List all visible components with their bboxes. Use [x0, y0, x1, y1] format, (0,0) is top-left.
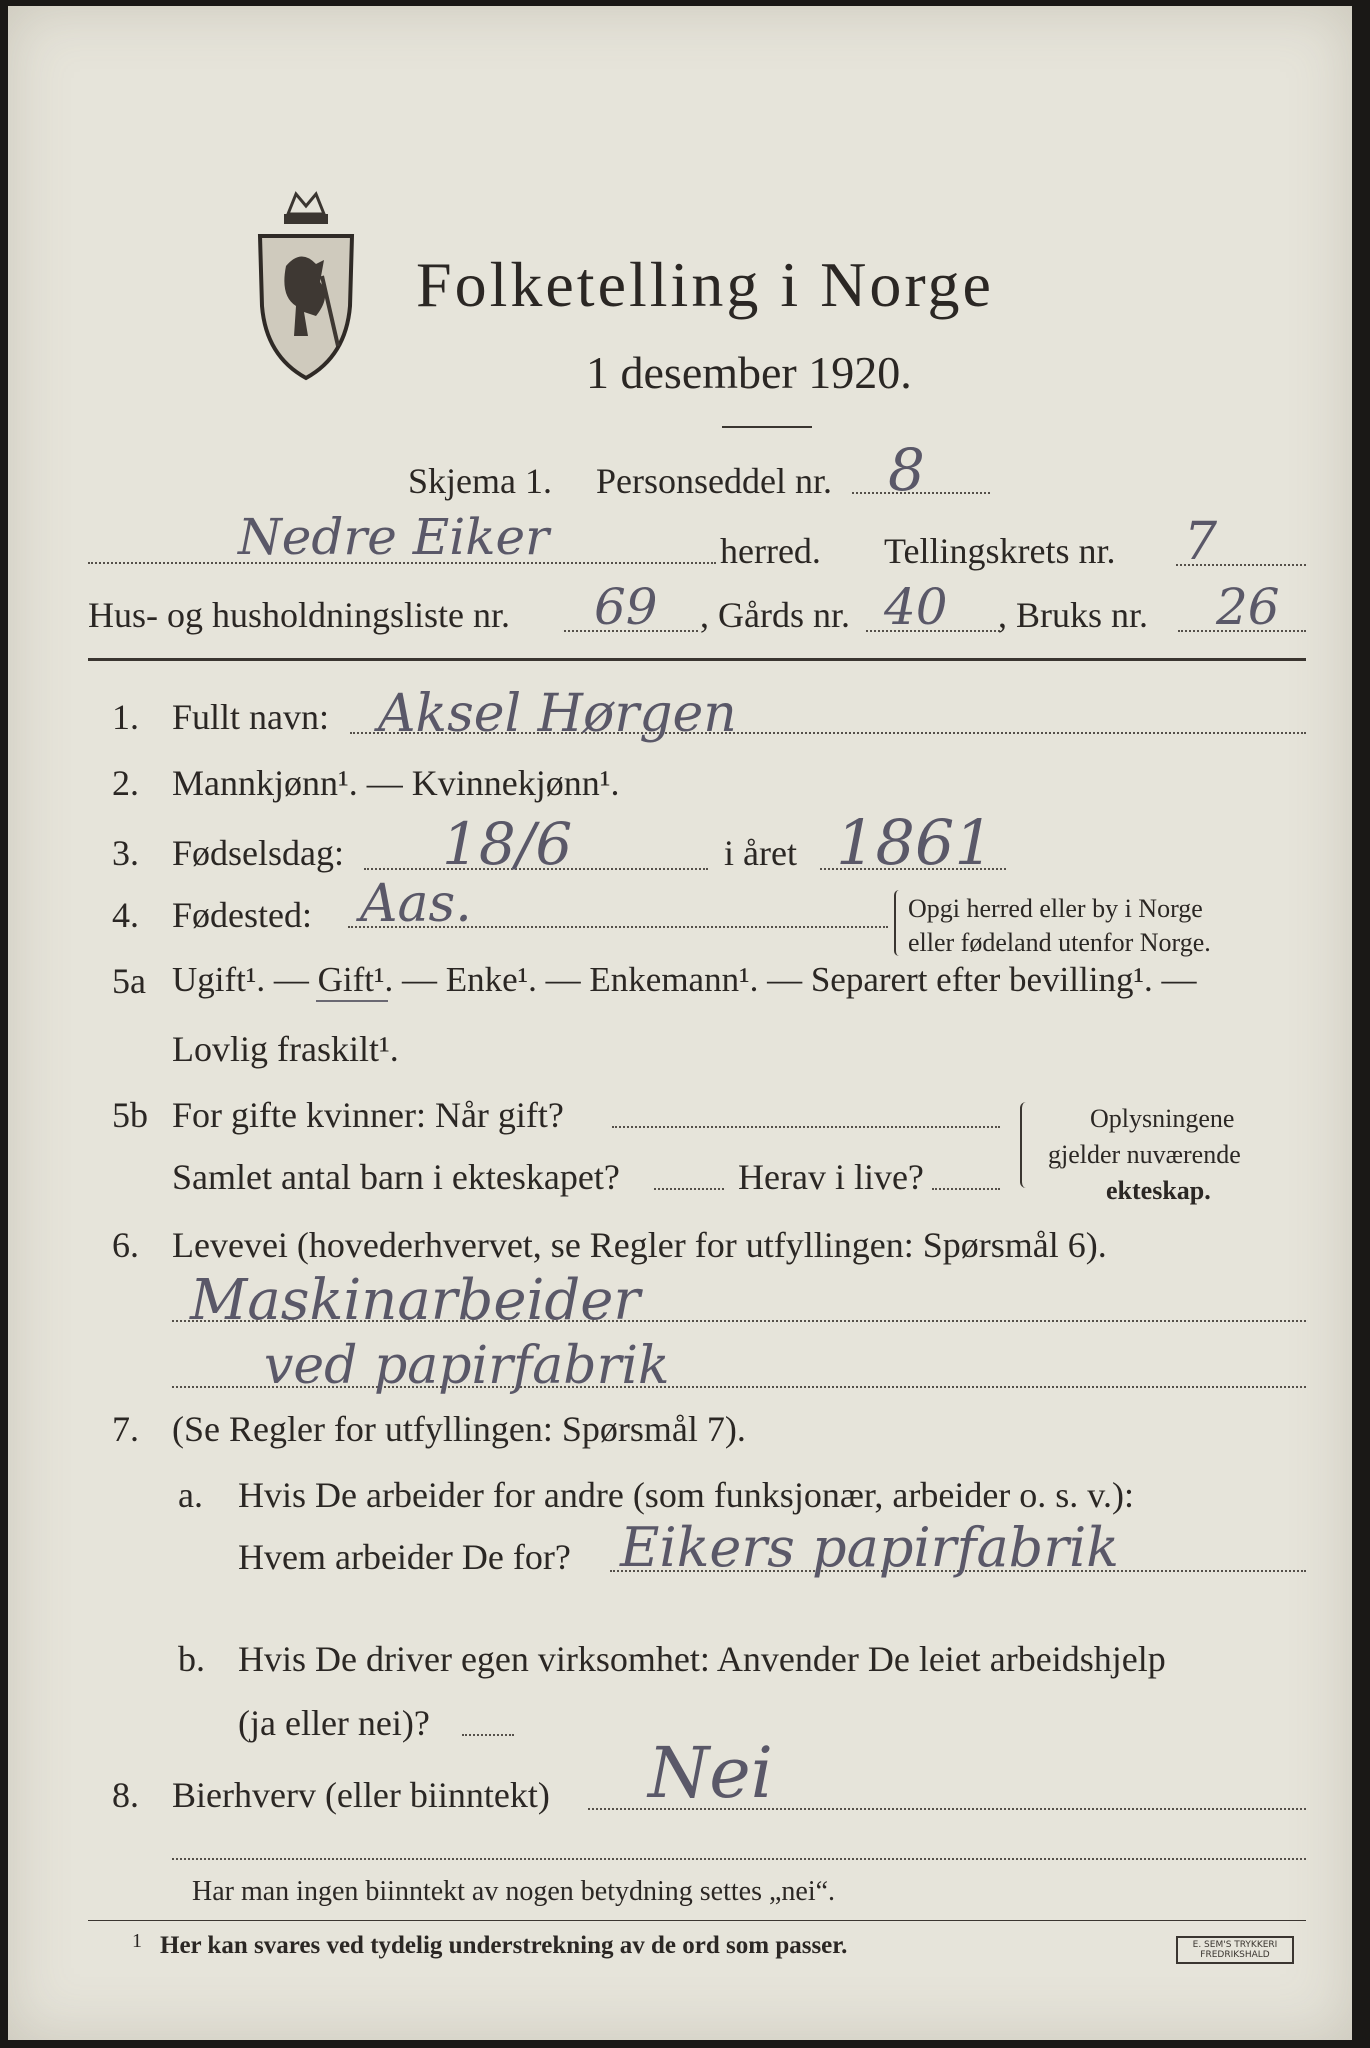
occupation-value-1[interactable]: Maskinarbeider [190, 1268, 641, 1333]
title-divider [722, 426, 812, 428]
q4-note-line-2: eller fødeland utenfor Norge. [908, 928, 1211, 957]
q8-number: 8. [112, 1775, 139, 1815]
q7-number: 7. [112, 1409, 139, 1449]
herred-value[interactable]: Nedre Eiker [238, 508, 550, 566]
q3-number: 3. [112, 833, 139, 873]
q5b-label: For gifte kvinner: Når gift? [172, 1095, 564, 1135]
form-title: Folketelling i Norge [416, 249, 994, 320]
q6-number: 6. [112, 1225, 139, 1265]
q3-label: Fødselsdag: [172, 833, 345, 873]
q7a-label: Hvis De arbeider for andre (som funksjonær, arbeider o. s. v.): [238, 1475, 1134, 1515]
skjema-label: Skjema 1. [408, 461, 552, 501]
q7b-label: Hvis De driver egen virksomhet: Anvender De leiet arbeidshjelp [238, 1639, 1166, 1679]
q6-label: Levevei (hovederhvervet, se Regler for utfyllingen: Spørsmål 6). [172, 1225, 1107, 1265]
gards-label: , Gårds nr. [700, 595, 850, 635]
q1-number: 1. [112, 697, 139, 737]
q7b-letter: b. [178, 1639, 205, 1679]
census-form-page [8, 6, 1352, 2040]
q5b-note-line-1: Oplysningene [1090, 1104, 1235, 1133]
side-income-note: Har man ingen biinntekt av nogen betydning settes „nei“. [192, 1876, 836, 1907]
q5a-marital-options[interactable]: Ugift¹. — Gift¹. — Enke¹. — Enkemann¹. — Separert efter bevilling¹. — [172, 960, 1197, 999]
q7a-letter: a. [178, 1475, 203, 1515]
husliste-value[interactable]: 69 [594, 578, 658, 636]
birth-year-value[interactable]: 1861 [836, 806, 994, 879]
q4-note-line-1: Opgi herred eller by i Norge [908, 894, 1203, 923]
q8-label: Bierhverv (eller biinntekt) [172, 1775, 550, 1815]
q7-label: (Se Regler for utfyllingen: Spørsmål 7). [172, 1409, 746, 1449]
gards-value[interactable]: 40 [884, 578, 948, 636]
q5b-number: 5b [112, 1095, 148, 1135]
gift-underline [316, 1000, 388, 1002]
bruks-value[interactable]: 26 [1216, 578, 1280, 636]
census-date: 1 desember 1920. [586, 347, 912, 398]
q7b-label-2: (ja eller nei)? [238, 1703, 430, 1743]
personseddel-value[interactable]: 8 [888, 436, 925, 504]
bruks-label: , Bruks nr. [998, 595, 1149, 635]
printer-stamp: E. SEM'S TRYKKERI FREDRIKSHALD [1176, 1936, 1294, 1964]
q2-number: 2. [112, 763, 139, 803]
header-divider [88, 658, 1306, 661]
tellingskrets-value[interactable]: 7 [1184, 512, 1218, 572]
occupation-value-2[interactable]: ved papirfabrik [264, 1336, 670, 1396]
footnote-mark: 1 [132, 1930, 142, 1952]
q5b-children-label: Samlet antal barn i ekteskapet? [172, 1157, 620, 1197]
q5a-number: 5a [112, 961, 146, 1001]
side-income-value[interactable]: Nei [648, 1732, 774, 1814]
tellingskrets-label: Tellingskrets nr. [884, 531, 1116, 571]
birthplace-value[interactable]: Aas. [360, 874, 472, 934]
q5b-note-line-2: gjelder nuværende [1048, 1140, 1241, 1169]
coat-of-arms-icon [246, 186, 366, 386]
herred-label: herred. [720, 531, 821, 571]
q5b-alive-label: Herav i live? [738, 1157, 924, 1197]
employer-value[interactable]: Eikers papirfabrik [620, 1516, 1120, 1579]
full-name-value[interactable]: Aksel Hørgen [378, 684, 737, 744]
q5a-marital-options-2[interactable]: Lovlig fraskilt¹. [172, 1029, 399, 1069]
footnote: Her kan svares ved tydelig understrekning av de ord som passer. [160, 1932, 848, 1959]
q1-label: Fullt navn: [172, 697, 330, 737]
husliste-label: Hus- og husholdningsliste nr. [88, 595, 511, 635]
birthday-value[interactable]: 18/6 [442, 810, 573, 878]
q3-year-label: i året [724, 833, 797, 873]
personseddel-label: Personseddel nr. [596, 461, 832, 501]
q7a-employer-label: Hvem arbeider De for? [238, 1537, 571, 1577]
q2-gender-options[interactable]: Mannkjønn¹. — Kvinnekjønn¹. [172, 763, 620, 803]
q4-label: Fødested: [172, 895, 312, 935]
q4-number: 4. [112, 895, 139, 935]
q5b-note-line-3: ekteskap. [1106, 1176, 1211, 1205]
